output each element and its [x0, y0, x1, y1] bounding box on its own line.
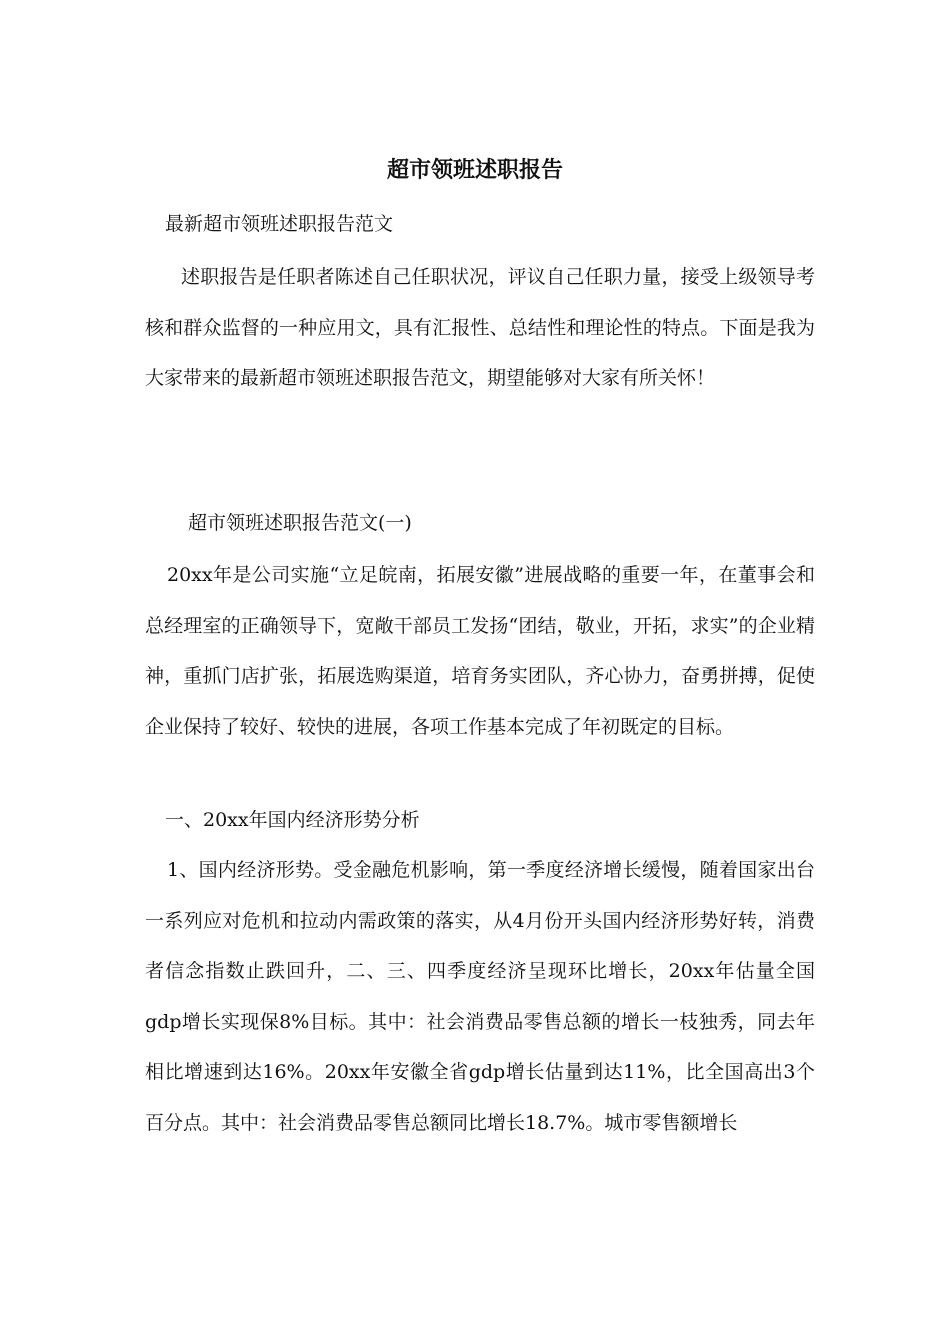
heading-economic-analysis: 一、20xx年国内经济形势分析 — [165, 809, 420, 831]
intro-paragraph: 述职报告是任职者陈述自己任职状况，评议自己任职力量，接受上级领导考核和群众监督的一种应用文，具有汇报性、总结性和理论性的特点。下面是我为大家带来的最新超市领班述职报告范文，期望能够对大家有所关怀！ — [145, 266, 815, 389]
body-paragraph-2: 1、国内经济形势。受金融危机影响，第一季度经济增长缓慢，随着国家出台一系列应对危机和拉动内需政策的落实，从4月份开头国内经济形势好转，消费者信念指数止跌回升，二、三、四季度经济呈现环比增长，20xx年估量全国gdp增长实现保8%目标。其中：社会消费品零售总额的增长一枝独秀，同去年相比增速到达16%。20xx年安徽全省gdp增长估量到达11%，比全国高出3个百分点。其中：社会消费品零售总额同比增长18.7%。城市零售额增长 — [145, 859, 815, 1134]
body-paragraph-1: 20xx年是公司实施“立足皖南，拓展安徽”进展战略的重要一年，在董事会和总经理室的正确领导下，宽敞干部员工发扬“团结，敬业，开拓，求实”的企业精神，重抓门店扩张，拓展选购渠道，培育务实团队，齐心协力，奋勇拼搏，促使企业保持了较好、较快的进展，各项工作基本完成了年初既定的目标。 — [145, 564, 815, 738]
section-title: 超市领班述职报告范文(一) — [188, 512, 412, 534]
document-title: 超市领班述职报告 — [386, 157, 563, 183]
document-subtitle: 最新超市领班述职报告范文 — [165, 213, 394, 235]
